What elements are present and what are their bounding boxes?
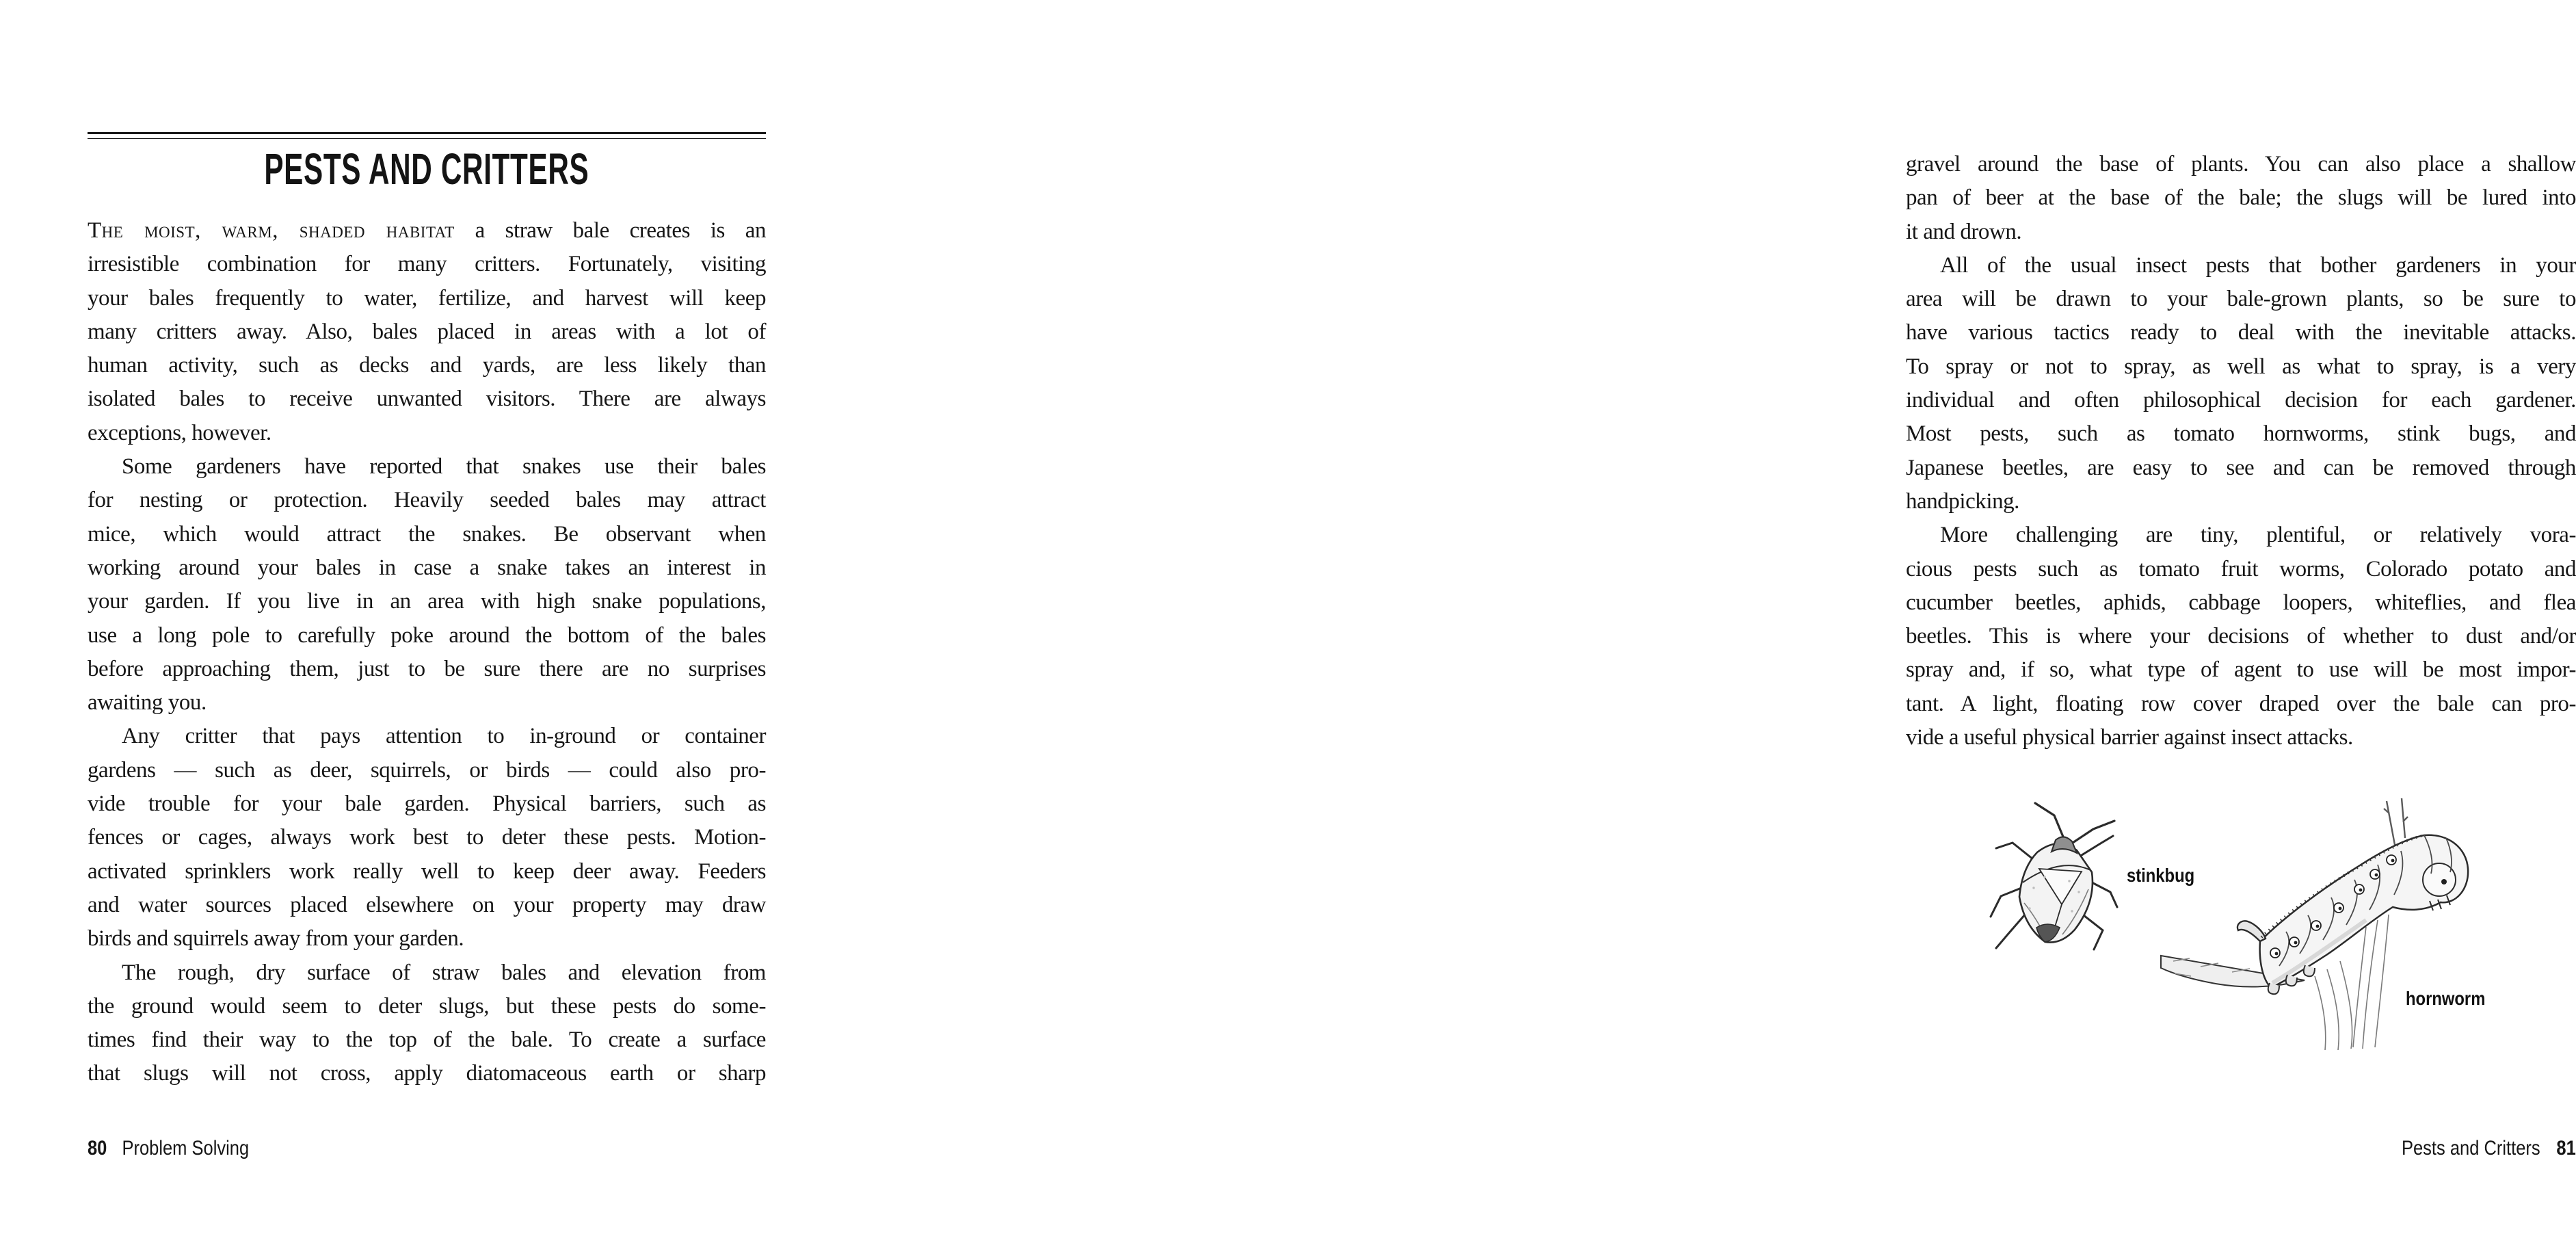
figure-label-stinkbug: stinkbug — [2127, 865, 2195, 886]
text-line: many critters away. Also, bales placed in areas with a lot of — [88, 319, 766, 344]
text-line: mice, which would attract the snakes. Be observant when — [88, 521, 766, 547]
text-line: beetles. This is where your decisions of whether to dust and/or — [1906, 624, 2576, 649]
text-line: spray and, if so, what type of agent to use will be most impor- — [1906, 657, 2576, 683]
text-line: activated sprinklers work really well to keep deer away. Feeders — [88, 859, 766, 884]
chapter-title-text: PESTS AND CRITTERS — [264, 144, 589, 194]
text-line: All of the usual insect pests that bother gardeners in your — [1940, 252, 2576, 278]
chapter-rule — [88, 132, 766, 139]
text-line: gardens — such as deer, squirrels, or birds — could also pro- — [88, 757, 766, 783]
text-line: Most pests, such as tomato hornworms, stink bugs, and — [1906, 421, 2576, 447]
text-line: More challenging are tiny, plentiful, or relatively vora- — [1940, 523, 2576, 548]
text-line: The rough, dry surface of straw bales and elevation from — [122, 960, 766, 985]
text-line: To spray or not to spray, as well as what to spray, is a very — [1906, 354, 2576, 379]
text-line: human activity, such as decks and yards, are less likely than — [88, 353, 766, 378]
right-footer-section: Pests and Critters — [2402, 1137, 2540, 1159]
text-line: before approaching them, just to be sure there are no surprises — [88, 656, 766, 681]
text-line: vide a useful physical barrier against insect attacks. — [1906, 725, 2353, 750]
right-page-footer — [1906, 1137, 2576, 1160]
text-line: cious pests such as tomato fruit worms, Colorado potato and — [1906, 556, 2576, 581]
text-line: Japanese beetles, are easy to see and can be removed through — [1906, 455, 2576, 480]
left-page-body — [88, 214, 766, 1091]
paragraph — [1906, 249, 2576, 519]
paragraph — [88, 450, 766, 720]
text-line: gravel around the base of plants. You can also place a shallow — [1906, 152, 2576, 176]
text-line: fences or cages, always work best to deter these pests. Motion- — [88, 825, 766, 850]
text-line: times find their way to the top of the bale. To create a surface — [88, 1027, 766, 1053]
page-right — [889, 0, 2576, 1245]
text-line: handpicking. — [1906, 488, 2019, 514]
text-line: cucumber beetles, aphids, cabbage loopers, whiteflies, and flea — [1906, 590, 2576, 615]
text-line: pan of beer at the base of the bale; the slugs will be lured into — [1906, 185, 2576, 211]
text-line: use a long pole to carefully poke around the bottom of the bales — [88, 622, 766, 648]
text-line: vide trouble for your bale garden. Physical barriers, such as — [88, 791, 766, 817]
text-line: that slugs will not cross, apply diatomaceous earth or sharp — [88, 1061, 766, 1086]
text-line: Some gardeners have reported that snakes use their bales — [122, 454, 766, 480]
paragraph — [88, 214, 766, 450]
text-line: Any critter that pays attention to in-ground or container — [122, 724, 766, 749]
text-line: tant. A light, floating row cover draped over the bale can pro- — [1906, 691, 2576, 716]
text-line: individual and often philosophical decision for each gardener. — [1906, 388, 2576, 413]
text-line: working around your bales in case a snake takes an interest in — [88, 555, 766, 580]
stinkbug-illustration — [1982, 800, 2122, 965]
small-caps-lead-in: The moist, warm, shaded habitat — [88, 218, 455, 243]
chapter-title — [88, 144, 766, 194]
text-line: area will be drawn to your bale-grown plants, so be sure to — [1906, 287, 2576, 312]
left-footer-section: Problem Solving — [122, 1137, 250, 1159]
paragraph — [88, 956, 766, 1091]
figure-label-hornworm: hornworm — [2406, 988, 2486, 1009]
text-line: your bales frequently to water, fertilize, and harvest will keep — [88, 285, 766, 311]
paragraph — [1906, 519, 2576, 755]
left-page-number: 80 — [88, 1137, 107, 1159]
text-line: isolated bales to receive unwanted visitors. There are always — [88, 386, 766, 412]
text-line: for nesting or protection. Heavily seeded bales may attract — [88, 488, 766, 513]
text-line: the ground would seem to deter slugs, but these pests do some- — [88, 993, 766, 1019]
hornworm-illustration — [2161, 797, 2475, 1050]
paragraph — [88, 720, 766, 956]
text-line: irresistible combination for many critters. Fortunately, visiting — [88, 252, 766, 277]
text-line: exceptions, however. — [88, 420, 271, 445]
paragraph — [1906, 148, 2576, 249]
text-line: awaiting you. — [88, 690, 207, 716]
page-left — [0, 0, 889, 1245]
text-line: birds and squirrels away from your garden. — [88, 926, 464, 952]
right-page-body — [1906, 148, 2576, 755]
text-line: have various tactics ready to deal with the inevitable attacks. — [1906, 320, 2576, 345]
text-line: and water sources placed elsewhere on your property may draw — [88, 892, 766, 917]
text-line: your garden. If you live in an area with high snake populations, — [88, 589, 766, 614]
right-page-number: 81 — [2556, 1137, 2576, 1159]
text-line: it and drown. — [1906, 219, 2022, 244]
left-page-footer — [88, 1137, 278, 1160]
text-line: The moist, warm, shaded habitat a straw bale creates is an — [88, 218, 766, 243]
